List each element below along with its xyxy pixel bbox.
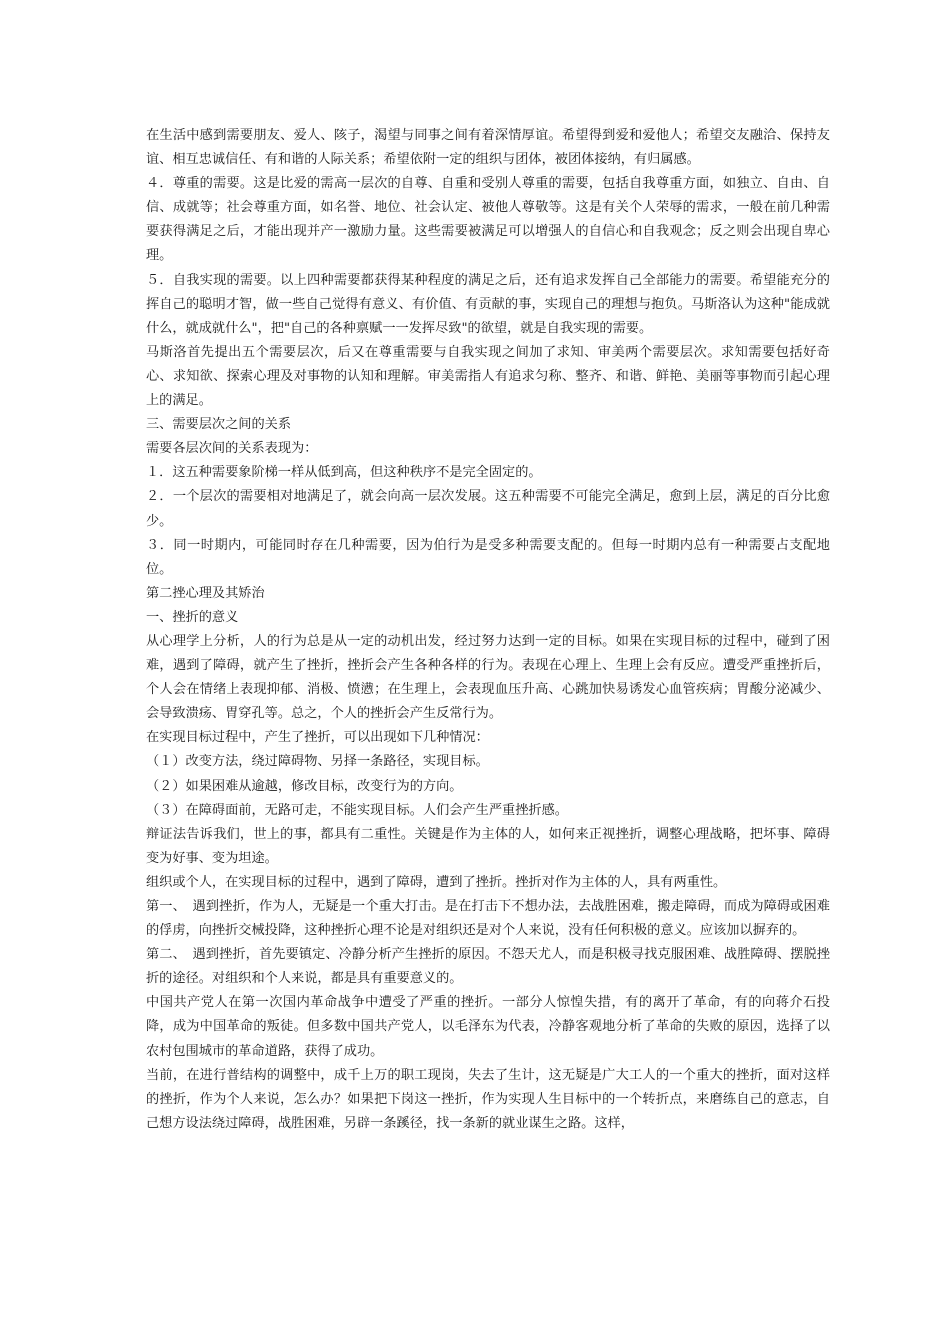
paragraph-dialectics: 辩证法告诉我们，世上的事，都具有二重性。关键是作为主体的人，如何来正视挫折，调整心理战略，把坏事、障碍变为好事、变为坦途。 <box>146 826 830 866</box>
paragraph-maslow-additions: 马斯洛首先提出五个需要层次，后又在尊重需要与自我实现之间加了求知、审美两个需要层次。求知需要包括好奇心、求知欲、探索心理及对事物的认知和理解。审美需指人有追求匀称、整齐、和谐、鲜艳、美丽等事物而引起心理上的满足。 <box>146 344 830 409</box>
list-item-3: ３．同一时期内，可能同时存在几种需要，因为伯行为是受多种需要支配的。但每一时期内总有一种需要占支配地位。 <box>146 537 830 577</box>
situation-item-1: （１）改变方法，绕过障碍物、另择一条路径，实现目标。 <box>146 754 489 770</box>
paragraph-second-aspect: 第二、 遇到挫折，首先要镇定、冷静分析产生挫折的原因。不怨天尤人，而是积极寻找克服困难、战胜障碍、摆脱挫折的途径。对组织和个人来说，都是具有重要意义的。 <box>146 947 830 987</box>
chapter-heading-frustration: 第二挫心理及其矫治 <box>146 585 265 601</box>
paragraph-first-aspect: 第一、 遇到挫折，作为人，无疑是一个重大打击。是在打击下不想办法，去战胜困难，搬走障碍，而成为障碍或困难的俘虏，向挫折交械投降，这种挫折心理不论是对组织还是对个人来说，没有任何积极的意义。应该加以摒弃的。 <box>146 899 830 939</box>
situation-item-3: （３）在障碍面前，无路可走，不能实现目标。人们会产生严重挫折感。 <box>146 802 568 818</box>
list-item-2: ２．一个层次的需要相对地满足了，就会向高一层次发展。这五种需要不可能完全满足，愈到上层，满足的百分比愈少。 <box>146 489 830 529</box>
list-item-1: １．这五种需要象阶梯一样从低到高，但这种秩序不是完全固定的。 <box>146 465 542 481</box>
paragraph-history-example: 中国共产党人在第一次国内革命战争中遭受了严重的挫折。一部分人惊惶失措，有的离开了革命，有的向蒋介石投降，成为中国革命的叛徒。但多数中国共产党人，以毛泽东为代表，冷静客观地分析了革命的失败的原因，选择了以农村包围城市的革命道路，获得了成功。 <box>146 995 830 1059</box>
paragraph-relationship-intro: 需要各层次间的关系表现为： <box>146 441 318 457</box>
section-heading-meaning: 一、挫折的意义 <box>146 609 239 625</box>
situation-item-2: （２）如果困难从逾越，修改目标，改变行为的方向。 <box>146 778 463 794</box>
paragraph-belonging-needs: 在生活中感到需要朋友、爱人、陔子，渴望与同事之间有着深情厚谊。希望得到爱和爱他人；希望交友融洽、保持友谊、相互忠诚信任、有和谐的人际关系；希望依附一定的组织与团体，被团体接纳，有归属感。 <box>146 128 830 168</box>
paragraph-psych-analysis: 从心理学上分析，人的行为总是从一定的动机出发，经过努力达到一定的目标。如果在实现目标的过程中，碰到了困难，遇到了障碍，就产生了挫折，挫折会产生各种各样的行为。表现在心理上、生理上会有反应。遭受严重挫折后，个人会在情绪上表现抑郁、消极、愤懑；在生理上，会表现血压升高、心跳加快易诱发心血管疾病；胃酸分泌减少、会导致溃疡、胃穿孔等。总之，个人的挫折会产生反常行为。 <box>146 633 830 722</box>
section-heading-relationships: 三、需要层次之间的关系 <box>146 417 292 433</box>
paragraph-esteem-needs: ４．尊重的需要。这是比爱的需高一层次的自尊、自重和受别人尊重的需要，包括自我尊重方面，如独立、自由、自信、成就等；社会尊重方面，如名誉、地位、社会认定、被他人尊敬等。这是有关个人荣辱的需求，一般在前几种需要获得满足之后，才能出现并产一激励力量。这些需要被满足可以增强人的自信心和自我观念；反之则会出现自卑心理。 <box>146 176 830 264</box>
paragraph-self-actualization: ５．自我实现的需要。以上四种需要都获得某种程度的满足之后，还有追求发挥自己全部能力的需要。希望能充分的挥自己的聪明才智，做一些自己觉得有意义、有价值、有贡献的事，实现自己的理想与抱负。马斯洛认为这种"能成就什么，就成就什么"，把"自己的各种禀赋一一发挥尽致"的欲望，就是自我实现的需要。 <box>146 272 830 336</box>
document-body <box>146 124 830 1136</box>
paragraph-duality: 组织或个人，在实现目标的过程中，遇到了障碍，遭到了挫折。挫折对作为主体的人，具有两重性。 <box>146 874 727 890</box>
paragraph-current-situation: 当前，在进行普结构的调整中，成千上万的职工现岗，失去了生计，这无疑是广大工人的一个重大的挫折，面对这样的挫折，作为个人来说，怎么办？如果把下岗这一挫折，作为实现人生目标中的一个转折点，来磨练自己的意志，自己想方设法绕过障碍，战胜困难，另辟一条蹊径，找一条新的就业谋生之路。这样， <box>146 1067 830 1131</box>
paragraph-situations-intro: 在实现目标过程中，产生了挫折，可以出现如下几种情况： <box>146 730 489 746</box>
